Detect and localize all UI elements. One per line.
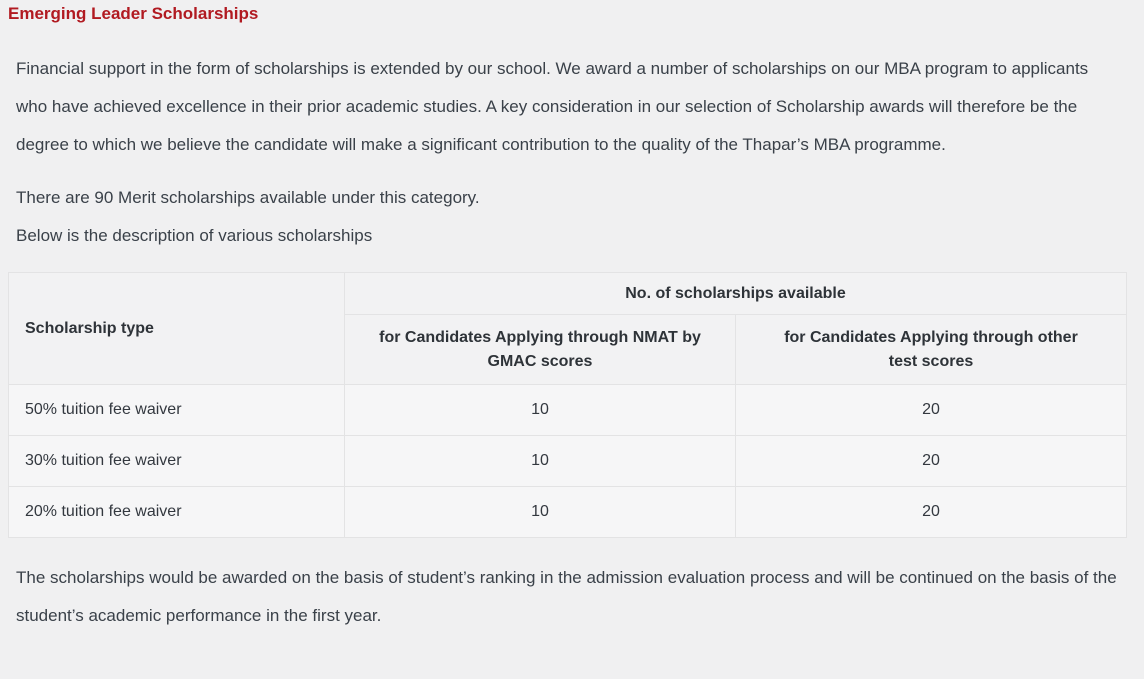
intro-paragraph: Financial support in the form of scholarships is extended by our school. We award a number of scholarships on our MBA program to applicants who have achieved excellence in their prior academic studies. A key consideration in our selection of Scholarship awards will therefore be the degree to which we believe the candidate will make a significant contribution to the quality of the Thapar’s MBA programme. (16, 59, 1089, 154)
header-availability-group: No. of scholarships available (345, 273, 1127, 315)
scholarship-type-cell: 50% tuition fee waiver (9, 385, 345, 436)
nmat-count-cell: 10 (345, 385, 736, 436)
table-body (9, 385, 1127, 538)
scholarship-type-cell: 20% tuition fee waiver (9, 487, 345, 538)
table-row (9, 487, 1127, 538)
other-count-cell: 20 (736, 487, 1127, 538)
scholarship-type-cell: 30% tuition fee waiver (9, 436, 345, 487)
header-other-scores: for Candidates Applying through other test scores (736, 315, 1127, 385)
footer-paragraph: The scholarships would be awarded on the basis of student’s ranking in the admission evaluation process and will be continued on the basis of the student’s academic performance in the first year. (16, 568, 1117, 625)
header-scholarship-type: Scholarship type (9, 273, 345, 385)
table-header (9, 273, 1127, 385)
nmat-count-cell: 10 (345, 436, 736, 487)
scholarships-page (0, 2, 1144, 635)
scholarships-table (8, 272, 1127, 538)
other-count-cell: 20 (736, 385, 1127, 436)
page-title: Emerging Leader Scholarships (8, 4, 259, 23)
merit-paragraph (16, 179, 1122, 255)
other-count-cell: 20 (736, 436, 1127, 487)
header-nmat-scores: for Candidates Applying through NMAT by GMAC scores (345, 315, 736, 385)
table-row (9, 385, 1127, 436)
description-line: Below is the description of various scholarships (16, 226, 373, 245)
table-header-row-group (9, 273, 1127, 315)
nmat-count-cell: 10 (345, 487, 736, 538)
table-row (9, 436, 1127, 487)
merit-count-line: There are 90 Merit scholarships available under this category. (16, 188, 480, 207)
